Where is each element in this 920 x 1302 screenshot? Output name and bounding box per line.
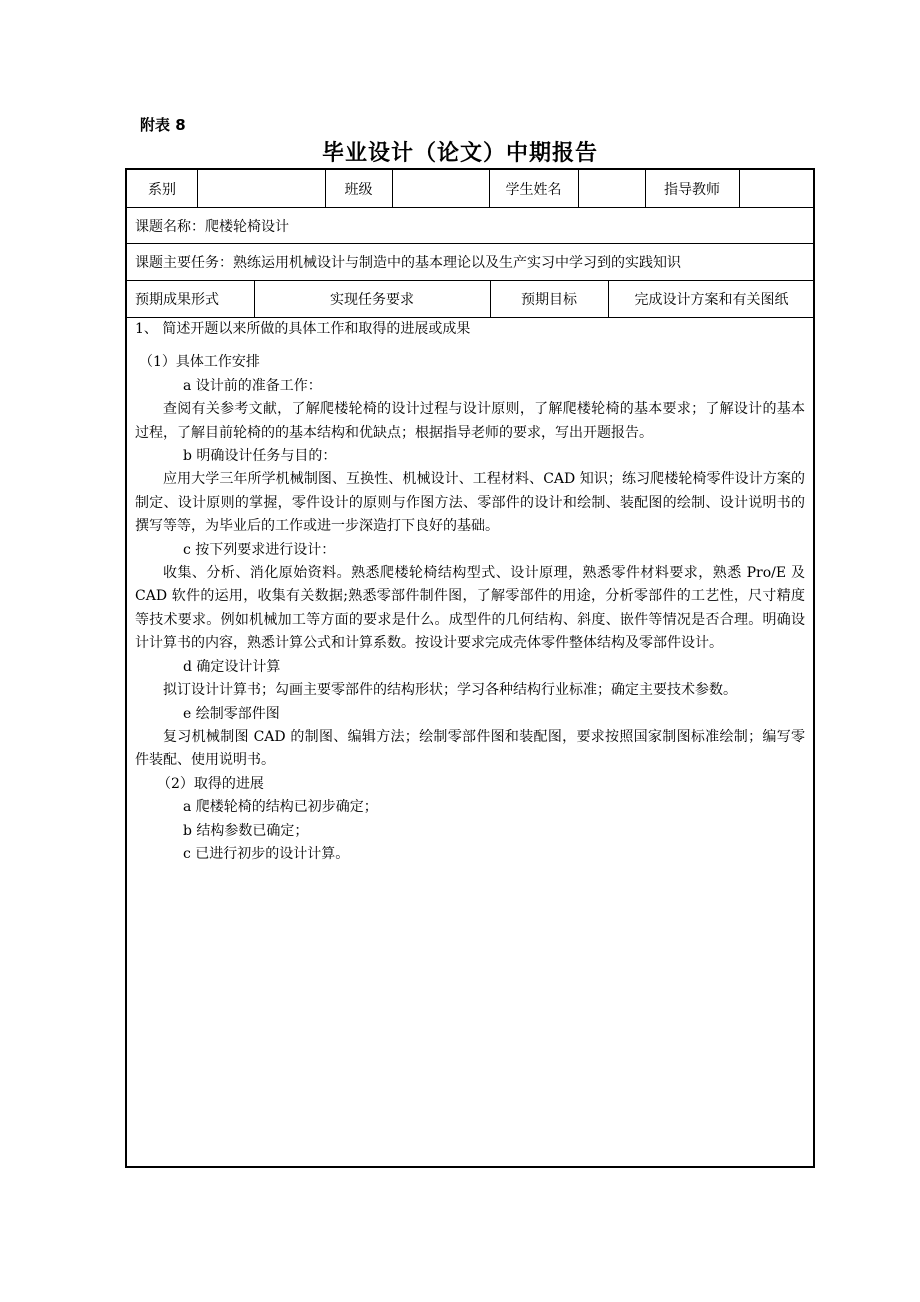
item-a-text: 查阅有关参考文献，了解爬楼轮椅的设计过程与设计原则，了解爬楼轮椅的基本要求；了解设计的基本过程，了解目前轮椅的的基本结构和优缺点；根据指导老师的要求，写出开题报告。 bbox=[135, 401, 805, 441]
department-field[interactable] bbox=[197, 170, 325, 207]
student-name-label: 学生姓名 bbox=[505, 181, 562, 198]
section1-title: （1）具体工作安排 bbox=[139, 354, 260, 371]
advisor-field[interactable] bbox=[739, 170, 815, 207]
expected-goal-value: 完成设计方案和有关图纸 bbox=[634, 292, 789, 308]
expected-form-label: 预期成果形式 bbox=[135, 292, 219, 308]
progress-item: b 结构参数已确定； bbox=[183, 822, 309, 839]
item-b-text: 应用大学三年所学机械制图、互换性、机械设计、工程材料、CAD 知识；练习爬楼轮椅零件设计方案的制定、设计原则的掌握，零件设计的原则与作图方法、零部件的设计和绘制、装配图的绘制、设计说明书的撰写等等，为毕业后的工作或进一步深造打下良好的基础。 bbox=[135, 471, 805, 535]
advisor-label: 指导教师 bbox=[664, 181, 720, 198]
progress-item: c 已进行初步的设计计算。 bbox=[183, 845, 350, 862]
page-title: 毕业设计（论文）中期报告 bbox=[321, 141, 598, 166]
expected-row bbox=[127, 281, 813, 318]
item-c-text: 收集、分析、消化原始资料。熟悉爬楼轮椅结构型式、设计原理，熟悉零件材料要求，熟悉 Pro/E 及 CAD 软件的运用，收集有关数据;熟悉零部件制件图，了解零部件的用途，分析零部件的工艺性，尺寸精度等技术要求。例如机械加工等方面的要求是什么。成型件的几何结构、斜度、嵌件等情况是否合理。明确设计计算书的内容，熟悉计算公式和计算系数。按设计要求完成壳体零件整体结构及零部件设计。 bbox=[135, 565, 805, 652]
item-a-label: a 设计前的准备工作： bbox=[183, 377, 322, 394]
class-field[interactable] bbox=[392, 170, 489, 207]
item-b-label: b 明确设计任务与目的： bbox=[183, 448, 337, 465]
section2-title: （2）取得的进展 bbox=[157, 775, 264, 792]
item-e-text: 复习机械制图 CAD 的制图、编辑方法；绘制零部件图和装配图，要求按照国家制图标准绘制；编写零件装配、使用说明书。 bbox=[135, 728, 805, 769]
appendix-label: 附表 8 bbox=[140, 116, 186, 134]
department-label: 系别 bbox=[148, 181, 176, 198]
item-c-label: c 按下列要求进行设计： bbox=[183, 541, 336, 558]
report-heading: 1、 简述开题以来所做的具体工作和取得的进展或成果 bbox=[135, 321, 471, 337]
report-content bbox=[127, 316, 813, 1166]
expected-goal-label: 预期目标 bbox=[521, 292, 577, 308]
report-form bbox=[125, 168, 815, 1168]
expected-form-value: 实现任务要求 bbox=[330, 292, 414, 308]
info-row bbox=[127, 170, 813, 208]
topic-name: 课题名称：爬楼轮椅设计 bbox=[135, 218, 289, 235]
main-task: 课题主要任务：熟练运用机械设计与制造中的基本理论以及生产实习中学习到的实践知识 bbox=[135, 255, 681, 271]
progress-item: a 爬楼轮椅的结构已初步确定； bbox=[183, 799, 378, 816]
student-name-field[interactable] bbox=[578, 170, 645, 207]
item-d-text: 拟订设计计算书；勾画主要零部件的结构形状；学习各种结构行业标准；确定主要技术参数。 bbox=[163, 682, 737, 699]
main-task-row bbox=[127, 244, 813, 281]
topic-row bbox=[127, 208, 813, 244]
class-label: 班级 bbox=[344, 181, 373, 198]
item-e-label: e 绘制零部件图 bbox=[183, 705, 280, 722]
item-d-label: d 确定设计计算 bbox=[183, 658, 281, 675]
